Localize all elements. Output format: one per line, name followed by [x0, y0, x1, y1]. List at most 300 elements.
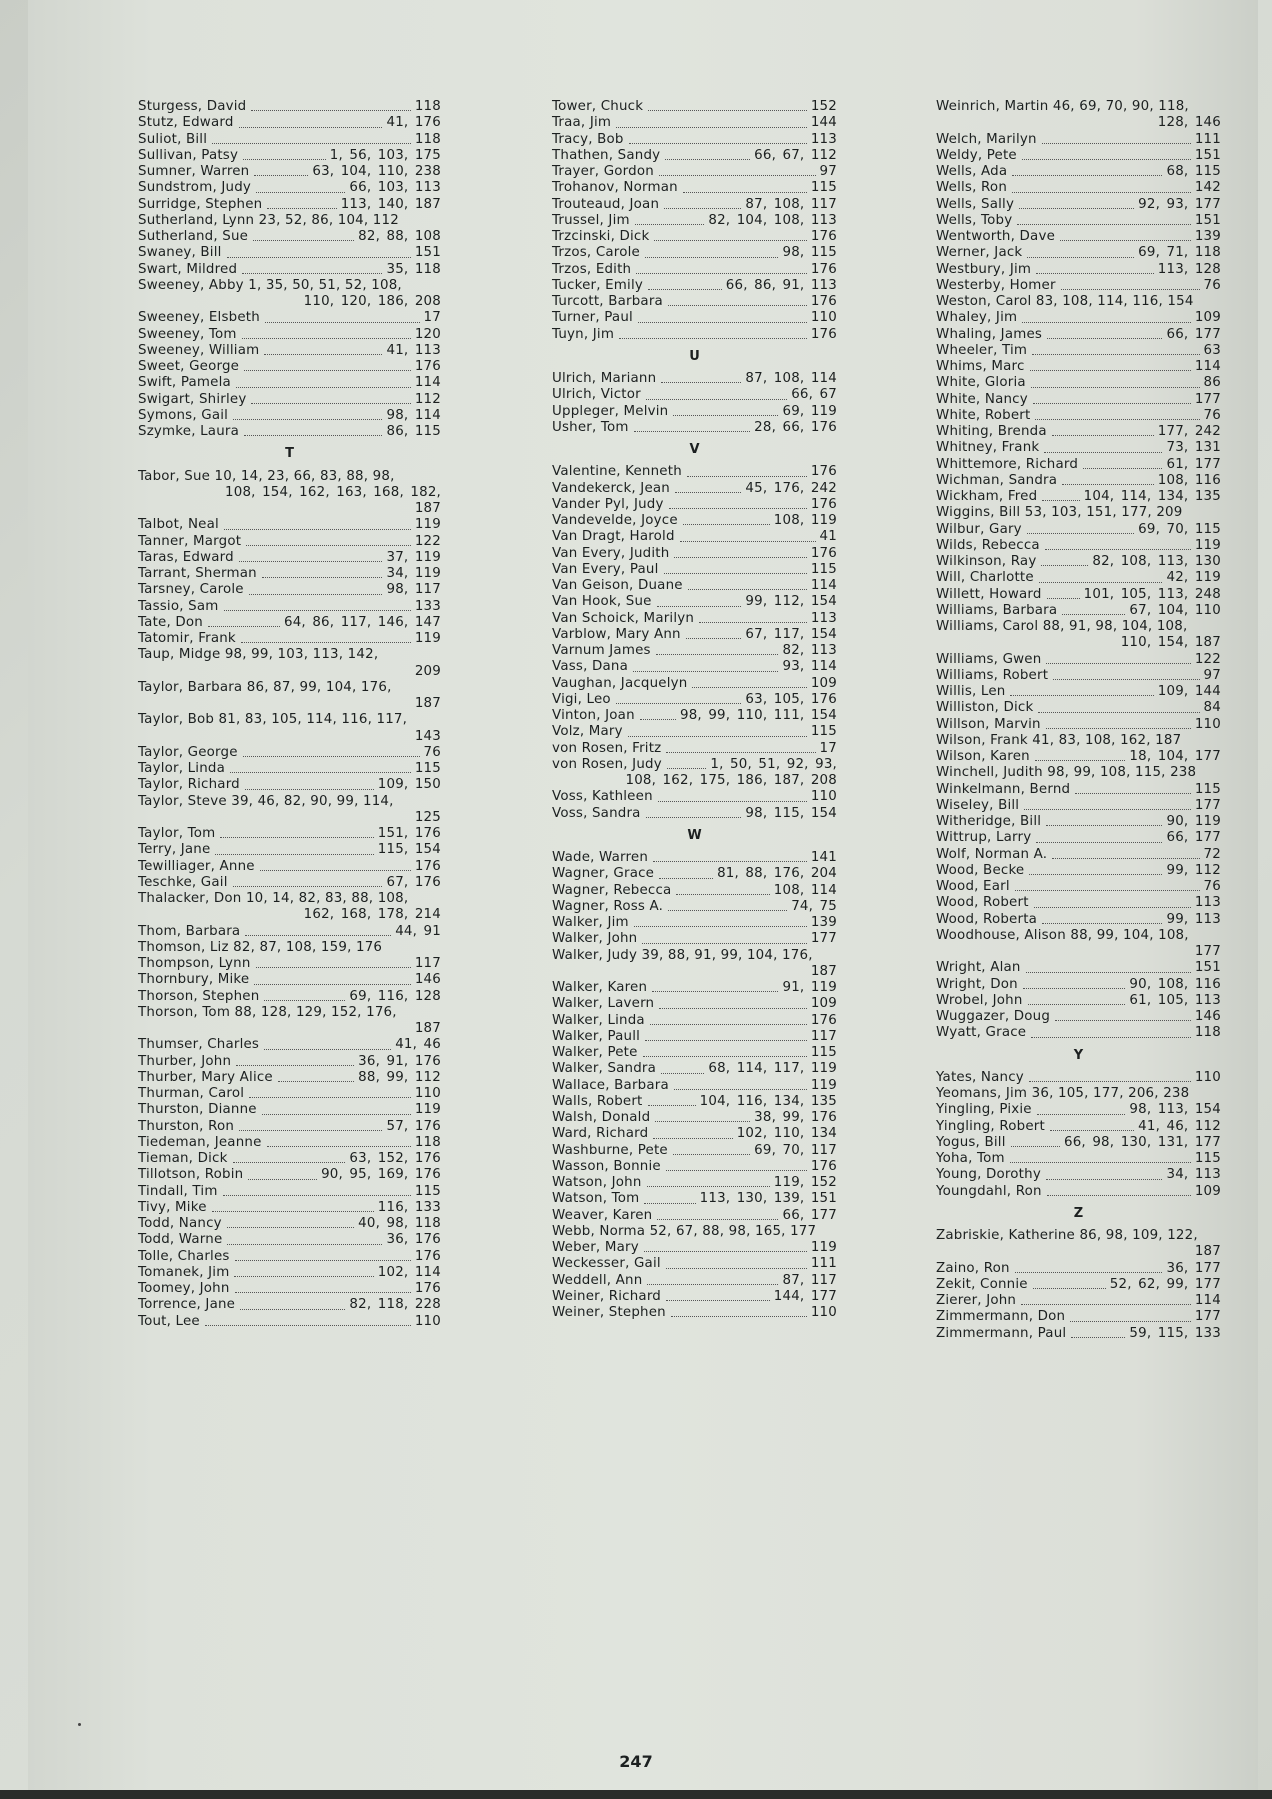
entry-pages: 110	[810, 1305, 837, 1320]
index-entry	[552, 115, 837, 131]
entry-pages: 120	[414, 326, 441, 342]
entry-name: Talbot, Neal	[138, 517, 219, 533]
dot-leader	[236, 1065, 354, 1066]
index-entry	[138, 359, 441, 375]
entry-pages: 35, 118	[386, 261, 441, 277]
entry-pages-continued: 187	[1194, 1244, 1221, 1260]
dot-leader	[1027, 257, 1134, 258]
index-entry	[552, 213, 837, 229]
entry-pages: 176	[810, 464, 837, 480]
entry-name: Thorson, Tom 88, 128, 129, 152, 176,	[138, 1004, 397, 1020]
index-entry	[552, 611, 837, 627]
entry-pages: 41, 46, 112	[1138, 1118, 1221, 1134]
index-entry	[552, 627, 837, 643]
index-entry	[936, 684, 1221, 700]
index-entry	[936, 1309, 1221, 1325]
entry-name: Thurston, Dianne	[138, 1102, 257, 1118]
entry-name: Whaley, Jim	[936, 310, 1018, 326]
entry-name: Wagner, Ross A.	[552, 898, 664, 914]
dot-leader	[256, 192, 345, 193]
dot-leader	[1027, 533, 1134, 534]
dot-leader	[1035, 419, 1199, 420]
dot-leader	[657, 1219, 778, 1220]
dot-leader	[262, 577, 383, 578]
entry-pages: 93, 114	[782, 659, 837, 675]
entry-pages: 110	[1194, 1069, 1221, 1085]
entry-name: Wiseley, Bill	[936, 797, 1020, 813]
index-entry	[552, 866, 837, 882]
entry-pages: 69, 71, 118	[1138, 245, 1221, 261]
dot-leader	[1032, 354, 1199, 355]
dot-leader	[254, 984, 410, 985]
index-entry	[138, 115, 441, 131]
index-entry	[936, 1102, 1221, 1118]
entry-name: Taylor, Richard	[138, 777, 240, 793]
entry-name: White, Nancy	[936, 391, 1028, 407]
index-entry	[936, 359, 1221, 375]
dot-leader	[638, 322, 807, 323]
entry-pages: 64, 86, 117, 146, 147	[283, 614, 441, 630]
dot-leader	[254, 175, 308, 176]
index-entry	[552, 245, 837, 261]
entry-name: Taylor, George	[138, 744, 238, 760]
entry-pages: 88, 99, 112	[358, 1069, 441, 1085]
entry-pages: 139	[810, 915, 837, 930]
dot-leader	[664, 208, 741, 209]
entry-pages: 110	[810, 310, 837, 326]
index-entry	[138, 615, 441, 631]
index-entry	[936, 197, 1221, 213]
entry-name: Wood, Robert	[936, 895, 1029, 911]
entry-pages: 63, 152, 176	[349, 1151, 441, 1166]
index-entry	[138, 408, 441, 424]
entry-name: Tieman, Dick	[138, 1151, 228, 1166]
entry-name: Weber, Mary	[552, 1240, 639, 1255]
entry-pages: 108, 116	[1157, 472, 1221, 488]
dot-leader	[658, 801, 807, 802]
entry-name: Tout, Lee	[138, 1313, 200, 1329]
entry-name: Williams, Robert	[936, 667, 1049, 683]
entry-name: Usher, Tom	[552, 419, 629, 435]
dot-leader	[683, 192, 807, 193]
entry-name: Valentine, Kenneth	[552, 464, 682, 480]
dot-leader	[656, 654, 779, 655]
index-entry	[138, 1216, 441, 1232]
entry-pages: 118	[414, 1134, 441, 1150]
entry-pages: 66, 67	[791, 387, 837, 403]
dot-leader	[1045, 549, 1191, 550]
entry-pages: 63, 104, 110, 238	[312, 164, 441, 179]
entry-name: Wrobel, John	[936, 992, 1023, 1008]
entry-pages: 142	[1194, 180, 1221, 196]
entry-name: Whaling, James	[936, 326, 1043, 342]
entry-pages: 82, 88, 108	[358, 229, 441, 244]
entry-name: Trouteaud, Joan	[552, 196, 660, 212]
entry-pages-continued: 108, 154, 162, 163, 168, 182,	[225, 484, 441, 500]
dot-leader	[233, 886, 383, 887]
entry-name: Todd, Nancy	[138, 1216, 222, 1231]
entry-pages: 66, 67, 112	[754, 147, 837, 163]
entry-name: Tewilliager, Anne	[138, 858, 255, 874]
entry-pages: 36, 177	[1166, 1260, 1221, 1276]
entry-pages: 115	[414, 1183, 441, 1199]
dot-leader	[669, 508, 807, 509]
dot-leader	[659, 1008, 807, 1009]
entry-name: Zierer, John	[936, 1293, 1017, 1308]
dot-leader	[666, 752, 815, 753]
entry-pages: 151	[414, 245, 441, 261]
index-entry	[552, 850, 837, 866]
entry-pages: 67, 104, 110	[1129, 602, 1221, 618]
index-entry	[552, 497, 837, 513]
index-entry	[552, 294, 837, 310]
dot-leader	[1034, 907, 1191, 908]
index-entry	[552, 310, 837, 326]
dot-leader	[205, 1325, 411, 1326]
entry-pages: 110	[414, 1313, 441, 1329]
dot-leader	[208, 626, 280, 627]
index-entry	[138, 940, 441, 956]
index-entry	[552, 562, 837, 578]
index-entry	[936, 830, 1221, 846]
entry-pages: 66, 103, 113	[349, 180, 441, 196]
entry-pages: 87, 108, 117	[745, 196, 837, 212]
entry-pages: 66, 177	[782, 1207, 837, 1223]
index-entry	[552, 481, 837, 497]
dot-leader	[616, 127, 807, 128]
index-entry	[936, 1326, 1221, 1342]
index-entry	[552, 692, 837, 708]
index-entry	[936, 1184, 1221, 1200]
dot-leader	[233, 1162, 346, 1163]
index-entry	[552, 789, 837, 805]
entry-name: Varblow, Mary Ann	[552, 626, 681, 642]
dot-leader	[244, 435, 382, 436]
index-entry	[138, 761, 441, 777]
index-entry	[138, 550, 441, 566]
entry-name: Tivy, Mike	[138, 1199, 207, 1215]
entry-name: Yoha, Tom	[936, 1151, 1005, 1166]
index-entry	[138, 1005, 441, 1038]
entry-name: Walker, Linda	[552, 1012, 645, 1028]
dot-leader	[233, 419, 382, 420]
index-entry	[552, 883, 837, 899]
index-entry	[138, 842, 441, 858]
dot-leader	[1039, 582, 1163, 583]
index-entry	[552, 915, 837, 931]
entry-name: Swaney, Bill	[138, 245, 222, 261]
entry-pages-continued: 108, 162, 175, 186, 187, 208	[625, 773, 837, 788]
entry-name: Williams, Gwen	[936, 651, 1042, 667]
dot-leader	[1012, 175, 1162, 176]
entry-pages-continued: 110, 120, 186, 208	[303, 294, 441, 309]
entry-pages: 90, 119	[1166, 814, 1221, 829]
dot-leader	[666, 1300, 770, 1301]
index-entry	[936, 229, 1221, 245]
dot-leader	[616, 703, 742, 704]
entry-pages: 1, 50, 51, 92, 93,	[710, 756, 837, 772]
entry-name: Taras, Edward	[138, 549, 234, 565]
entry-pages: 176	[810, 261, 837, 277]
entry-name: Werner, Jack	[936, 245, 1023, 261]
scan-edge	[0, 1790, 1272, 1799]
index-entry	[138, 680, 441, 713]
dot-leader	[1046, 1179, 1163, 1180]
entry-pages: 17	[423, 310, 441, 326]
entry-pages: 101, 105, 113, 248	[1083, 586, 1221, 602]
entry-pages: 113, 130, 139, 151	[699, 1191, 837, 1207]
index-entry	[936, 717, 1221, 733]
entry-name: Thom, Barbara	[138, 923, 241, 939]
dot-leader	[235, 1292, 411, 1293]
entry-pages: 34, 113	[1166, 1167, 1221, 1183]
index-entry	[552, 1143, 837, 1159]
dot-leader	[653, 861, 807, 862]
index-entry	[936, 489, 1221, 505]
entry-pages: 41, 46	[395, 1037, 441, 1053]
index-entry	[936, 554, 1221, 570]
index-entry	[552, 1273, 837, 1289]
entry-pages: 114	[414, 375, 441, 391]
dot-leader	[666, 1268, 807, 1269]
entry-name: Woodhouse, Alison 88, 99, 104, 108,	[936, 927, 1189, 943]
entry-name: Whitney, Frank	[936, 440, 1040, 456]
index-entry	[552, 948, 837, 981]
entry-name: Zaino, Ron	[936, 1260, 1010, 1276]
index-entry	[936, 457, 1221, 473]
entry-name: von Rosen, Fritz	[552, 740, 662, 756]
entry-pages: 82, 118, 228	[349, 1297, 441, 1313]
entry-name: Youngdahl, Ron	[936, 1183, 1042, 1199]
index-entry	[138, 1281, 441, 1297]
dot-leader	[645, 1040, 807, 1041]
index-entry	[138, 148, 441, 164]
dot-leader	[629, 143, 807, 144]
index-entry	[936, 928, 1221, 961]
index-entry	[138, 164, 441, 180]
entry-pages: 63	[1203, 342, 1221, 358]
entry-name: Walker, Jim	[552, 915, 629, 930]
entry-name: Van Hook, Sue	[552, 594, 652, 610]
index-entry	[552, 741, 837, 757]
index-entry	[138, 745, 441, 761]
entry-name: Thathen, Sandy	[552, 147, 661, 163]
index-entry	[552, 1191, 837, 1207]
entry-name: Wilkinson, Ray	[936, 554, 1037, 569]
entry-pages: 18, 104, 177	[1129, 749, 1221, 764]
dot-leader	[659, 878, 713, 879]
dot-leader	[1062, 614, 1125, 615]
index-entry	[552, 1013, 837, 1029]
entry-pages-continued: 187	[414, 696, 441, 711]
dot-leader	[666, 1170, 807, 1171]
entry-name: Tillotson, Robin	[138, 1167, 244, 1183]
entry-pages: 82, 108, 113, 130	[1092, 554, 1221, 569]
index-entry	[138, 245, 441, 261]
index-entry	[552, 262, 837, 278]
entry-pages: 177	[1194, 797, 1221, 813]
index-entry	[552, 148, 837, 164]
entry-name: Yates, Nancy	[936, 1069, 1024, 1085]
entry-pages: 74, 75	[791, 898, 837, 914]
index-entry	[138, 891, 441, 924]
entry-name: Volz, Mary	[552, 724, 623, 740]
entry-name: Van Every, Paul	[552, 561, 659, 577]
dot-leader	[251, 403, 410, 404]
entry-name: Todd, Warne	[138, 1232, 223, 1248]
dot-leader	[264, 1000, 345, 1001]
index-entry	[138, 229, 441, 245]
dot-leader	[1070, 1321, 1191, 1322]
index-entry	[138, 972, 441, 988]
index-entry	[552, 327, 837, 343]
entry-name: Surridge, Stephen	[138, 196, 263, 212]
entry-pages: 118	[414, 131, 441, 147]
dot-leader	[1028, 1004, 1126, 1005]
entry-name: Uppleger, Melvin	[552, 403, 669, 419]
index-entry	[138, 99, 441, 115]
entry-pages: 1, 56, 103, 175	[329, 147, 441, 163]
entry-pages: 109, 150	[377, 777, 441, 793]
dot-leader	[1022, 322, 1191, 323]
dot-leader	[1031, 387, 1200, 388]
entry-pages-continued: 125	[414, 809, 441, 825]
entry-pages: 76	[1203, 879, 1221, 894]
dot-leader	[1038, 712, 1199, 713]
index-entry	[138, 469, 441, 518]
index-entry	[936, 1167, 1221, 1183]
dot-leader	[1046, 728, 1191, 729]
index-entry	[936, 960, 1221, 976]
entry-name: Wasson, Bonnie	[552, 1158, 661, 1174]
dot-leader	[241, 642, 411, 643]
entry-pages: 66, 86, 91, 113	[725, 277, 837, 293]
entry-name: Walker, Pete	[552, 1045, 638, 1060]
index-entry	[936, 1293, 1221, 1309]
entry-name: Westbury, Jim	[936, 261, 1032, 277]
dot-leader	[239, 1130, 382, 1131]
entry-name: Vinton, Joan	[552, 708, 635, 723]
entry-name: Tabor, Sue 10, 14, 23, 66, 83, 88, 98,	[138, 468, 395, 484]
entry-name: Swift, Pamela	[138, 375, 231, 391]
dot-leader	[1036, 842, 1162, 843]
index-entry	[936, 278, 1221, 294]
entry-name: Vaughan, Jacquelyn	[552, 675, 688, 691]
index-entry	[552, 806, 837, 822]
entry-name: Sweet, George	[138, 359, 240, 374]
entry-name: Yingling, Robert	[936, 1118, 1045, 1134]
entry-pages: 176	[810, 1012, 837, 1028]
section-letter: U	[689, 348, 700, 364]
entry-name: Thorson, Stephen	[138, 988, 260, 1004]
dot-leader	[674, 1089, 807, 1090]
entry-name: Wolf, Norman A.	[936, 846, 1048, 862]
dot-leader	[1047, 1195, 1191, 1196]
entry-name: Whiting, Brenda	[936, 424, 1047, 439]
index-entry	[936, 522, 1221, 538]
index-entry	[138, 599, 441, 615]
index-entry	[936, 505, 1221, 521]
entry-name: Washburne, Pete	[552, 1142, 668, 1158]
index-entry	[138, 132, 441, 148]
index-entry	[936, 99, 1221, 132]
dot-leader	[687, 476, 807, 477]
dot-leader	[1021, 1304, 1191, 1305]
entry-pages: 152	[810, 99, 837, 114]
entry-pages: 61, 105, 113	[1129, 992, 1221, 1008]
dot-leader	[227, 1227, 354, 1228]
dot-leader	[1033, 1288, 1106, 1289]
entry-name: Westerby, Homer	[936, 277, 1056, 293]
entry-name: Thurber, John	[138, 1053, 232, 1069]
entry-name: Tracy, Bob	[552, 131, 624, 147]
entry-name: Wells, Ron	[936, 180, 1008, 196]
dot-leader	[1010, 1162, 1191, 1163]
entry-pages: 57, 176	[386, 1118, 441, 1134]
index-entry	[936, 587, 1221, 603]
entry-name: Trzos, Edith	[552, 261, 632, 277]
entry-name: Thumser, Charles	[138, 1037, 260, 1053]
entry-pages: 108, 114	[773, 882, 837, 898]
index-entry	[936, 749, 1221, 765]
index-entry	[552, 1061, 837, 1077]
dot-leader	[634, 431, 750, 432]
index-entry	[552, 420, 837, 436]
entry-pages: 17	[819, 740, 837, 756]
entry-pages: 84	[1203, 700, 1221, 716]
dot-leader	[227, 257, 411, 258]
entry-pages: 86	[1203, 375, 1221, 391]
dot-leader	[1029, 874, 1162, 875]
dot-leader	[239, 127, 383, 128]
entry-name: Will, Charlotte	[936, 570, 1034, 586]
entry-pages: 176	[414, 1248, 441, 1264]
entry-pages: 119	[810, 1077, 837, 1093]
entry-pages: 115	[810, 180, 837, 196]
dot-leader	[1023, 988, 1126, 989]
dot-leader	[1042, 143, 1191, 144]
dot-leader	[644, 1203, 695, 1204]
entry-name: Thomson, Liz 82, 87, 108, 159, 176	[138, 939, 383, 955]
entry-pages: 119	[414, 631, 441, 646]
entry-name: Young, Dorothy	[936, 1167, 1041, 1183]
index-entry	[936, 343, 1221, 359]
index-entry	[936, 327, 1221, 343]
index-entry	[936, 863, 1221, 879]
dot-leader	[1017, 224, 1190, 225]
entry-name: Walls, Robert	[552, 1093, 643, 1109]
dot-leader	[243, 159, 326, 160]
dot-leader	[664, 573, 807, 574]
entry-name: Wells, Toby	[936, 212, 1013, 228]
entry-pages: 176	[414, 359, 441, 374]
index-entry	[552, 708, 837, 724]
entry-name: Turner, Paul	[552, 310, 633, 326]
index-entry	[138, 1167, 441, 1183]
index-entry	[138, 1151, 441, 1167]
dot-leader	[248, 1179, 317, 1180]
entry-name: Zimmermann, Paul	[936, 1325, 1067, 1341]
entry-pages: 177	[1194, 391, 1221, 407]
dot-leader	[1046, 663, 1190, 664]
dot-leader	[1015, 1272, 1163, 1273]
dot-leader	[646, 399, 787, 400]
dot-leader	[1010, 695, 1153, 696]
index-entry	[138, 1232, 441, 1248]
entry-name: Sweeney, Elsbeth	[138, 310, 260, 326]
dot-leader	[636, 273, 807, 274]
entry-pages: 118	[414, 99, 441, 114]
